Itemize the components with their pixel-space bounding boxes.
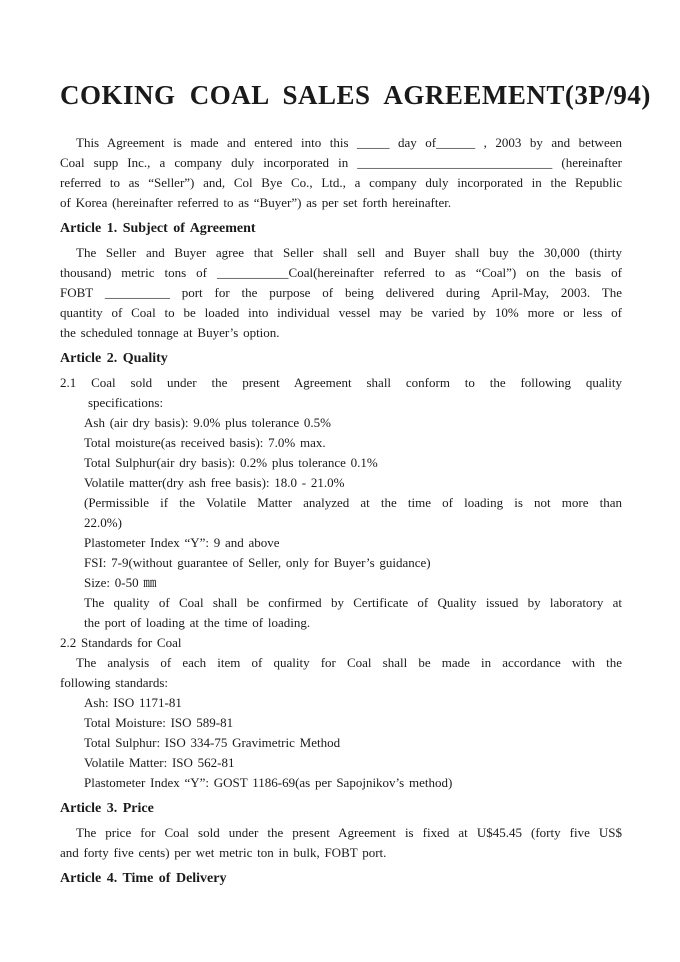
article1-body-line: thousand) metric tons of ___________Coal(hereinafter referred to as “Coal”) on the basis of xyxy=(60,265,622,280)
permissible-note-line: 22.0%) xyxy=(84,515,122,530)
standard-line: Plastometer Index “Y”: GOST 1186-69(as per Sapojnikov’s method) xyxy=(84,775,453,790)
quality-confirmation-line: The quality of Coal shall be confirmed by Certificate of Quality issued by laboratory at xyxy=(84,595,622,610)
article3-heading: Article 3. Price xyxy=(60,801,154,816)
article1-body-line: The Seller and Buyer agree that Seller shall sell and Buyer shall buy the 30,000 (thirty xyxy=(76,245,622,260)
quality-spec-line: Volatile matter(dry ash free basis): 18.0 - 21.0% xyxy=(84,475,345,490)
article1-body-line: quantity of Coal to be loaded into individual vessel may be varied by 10% more or less of xyxy=(60,305,622,320)
clause-2-1-opening-line: 2.1 Coal sold under the present Agreement shall conform to the following quality xyxy=(60,375,622,390)
article2-heading: Article 2. Quality xyxy=(60,351,168,366)
clause-2-2-title: 2.2 Standards for Coal xyxy=(60,635,182,650)
quality-index-line: Plastometer Index “Y”: 9 and above xyxy=(84,535,280,550)
clause-2-1-opening-line: specifications: xyxy=(88,395,164,410)
article3-body-line: and forty five cents) per wet metric ton in bulk, FOBT port. xyxy=(60,845,387,860)
preamble-line: of Korea (hereinafter referred to as “Buyer”) as per set forth hereinafter. xyxy=(60,195,452,210)
standard-line: Ash: ISO 1171-81 xyxy=(84,695,182,710)
quality-confirmation-line: the port of loading at the time of loading. xyxy=(84,615,311,630)
quality-spec-line: Ash (air dry basis): 9.0% plus tolerance 0.5% xyxy=(84,415,331,430)
quality-spec-line: Total moisture(as received basis): 7.0% max. xyxy=(84,435,326,450)
clause-2-2-intro-line: The analysis of each item of quality for Coal shall be made in accordance with the xyxy=(76,655,622,670)
standard-line: Total Moisture: ISO 589-81 xyxy=(84,715,234,730)
quality-spec-line: Total Sulphur(air dry basis): 0.2% plus tolerance 0.1% xyxy=(84,455,378,470)
quality-index-line: FSI: 7-9(without guarantee of Seller, only for Buyer’s guidance) xyxy=(84,555,431,570)
quality-index-line: Size: 0-50 ㎜ xyxy=(84,575,157,590)
preamble-line: Coal supp Inc., a company duly incorporated in ______________________________ (hereinafter xyxy=(60,155,622,170)
article1-heading: Article 1. Subject of Agreement xyxy=(60,221,256,236)
document-title: COKING COAL SALES AGREEMENT(3P/94) xyxy=(60,80,651,110)
permissible-note-line: (Permissible if the Volatile Matter analyzed at the time of loading is not more than xyxy=(84,495,622,510)
article1-body-line: FOBT __________ port for the purpose of being delivered during April-May, 2003. The xyxy=(60,285,622,300)
preamble-line: referred to as “Seller”) and, Col Bye Co., Ltd., a company duly incorporated in the Republic xyxy=(60,175,622,190)
preamble-line: This Agreement is made and entered into this _____ day of______ , 2003 by and between xyxy=(76,135,622,150)
article3-body-line: The price for Coal sold under the present Agreement is fixed at U$45.45 (forty five US$ xyxy=(76,825,622,840)
standard-line: Volatile Matter: ISO 562-81 xyxy=(84,755,235,770)
clause-2-2-intro-line: following standards: xyxy=(60,675,169,690)
article1-body-line: the scheduled tonnage at Buyer’s option. xyxy=(60,325,280,340)
standard-line: Total Sulphur: ISO 334-75 Gravimetric Method xyxy=(84,735,341,750)
article4-heading: Article 4. Time of Delivery xyxy=(60,871,227,886)
